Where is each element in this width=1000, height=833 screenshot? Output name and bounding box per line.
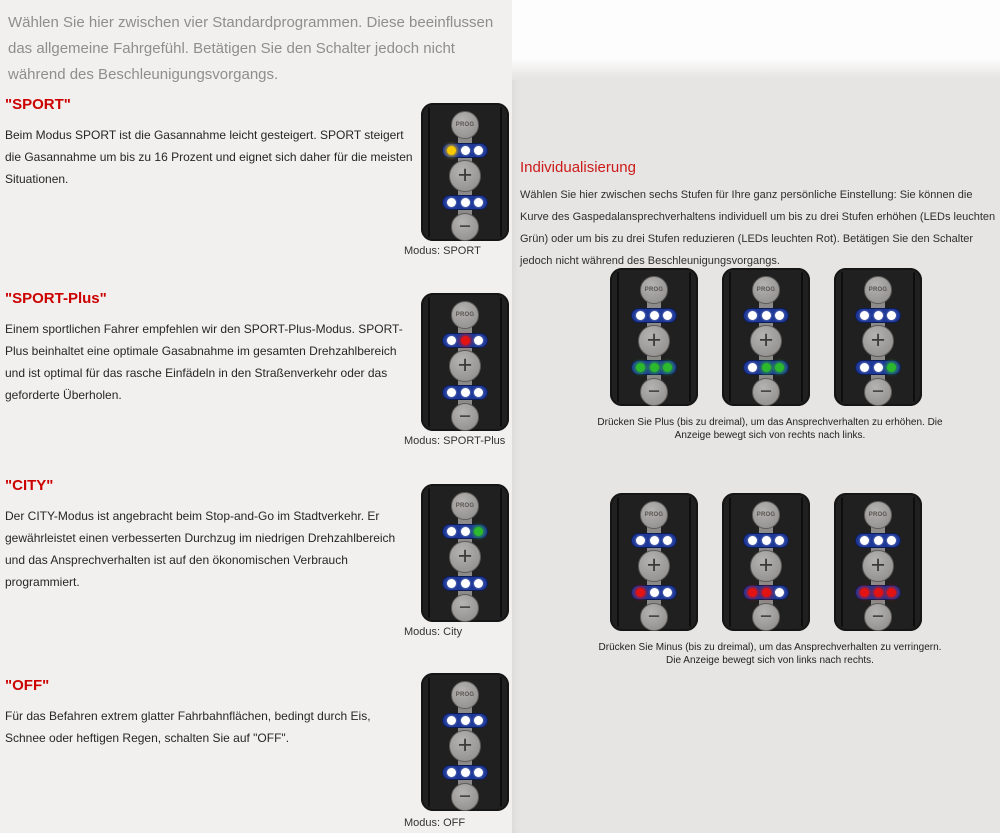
caption-plus-sequence: Drücken Sie Plus (bis zu dreimal), um das Ansprechverhalten zu erhöhen. Die Anzeige bewegt sich von rechts nach links. [597,417,943,441]
white-led [447,198,456,207]
heading-city: "CITY" [5,477,54,494]
green-led [474,527,483,536]
minus-button: − [864,603,892,631]
led-bar-bottom [631,585,677,600]
device-figure-city [421,484,509,622]
green-led [650,363,659,372]
white-led [775,588,784,597]
led-bar-top [855,533,901,548]
prog-button: PROG [752,501,780,529]
white-led [447,768,456,777]
white-led [636,311,645,320]
plus-button: + [750,325,782,357]
green-led [887,363,896,372]
minus-button: − [451,783,479,811]
led-bar-bottom [855,585,901,600]
green-led [762,363,771,372]
led-bar-bottom [442,385,488,400]
minus-press-sequence [610,493,922,631]
minus-button: − [640,603,668,631]
prog-button: PROG [451,111,479,139]
prog-button: PROG [451,492,479,520]
body-sport: Beim Modus SPORT ist die Gasannahme leicht gesteigert. SPORT steigert die Gasannahme um bis zu 16 Prozent und eignet sich daher für die meisten Situationen. [5,128,413,186]
pedalbox-device [421,103,509,241]
pedalbox-device [421,484,509,622]
white-led [461,146,470,155]
plus-button: + [638,550,670,582]
white-led [474,336,483,345]
white-led [461,768,470,777]
white-led [887,536,896,545]
white-led [461,388,470,397]
device-figure-sport [421,103,509,241]
white-led [663,588,672,597]
white-led [474,579,483,588]
white-led [762,536,771,545]
pedalbox-device [610,493,698,631]
led-bar-top [631,308,677,323]
intro-text: Wählen Sie hier zwischen vier Standardprogrammen. Diese beeinflussen das allgemeine Fahrgefühl. Betätigen Sie den Schalter jedoch nicht während des Beschleunigungsvorgangs. [8,14,494,83]
led-bar-top [631,533,677,548]
minus-button: − [451,594,479,622]
green-led [663,363,672,372]
led-bar-top [743,533,789,548]
plus-button: + [449,350,481,382]
minus-button: − [752,378,780,406]
led-bar-top [442,524,488,539]
white-led [461,716,470,725]
white-led [474,716,483,725]
white-led [762,311,771,320]
minus-button: − [752,603,780,631]
device-figure-plus-1 [834,268,922,406]
white-led [447,336,456,345]
prog-button: PROG [864,276,892,304]
caption-off: Modus: OFF [404,817,466,829]
device-figure-minus-3 [834,493,922,631]
device-figure-off [421,673,509,811]
led-bar-bottom [442,765,488,780]
prog-button: PROG [864,501,892,529]
minus-button: − [451,403,479,431]
white-led [874,311,883,320]
red-led [461,336,470,345]
white-led [887,311,896,320]
prog-button: PROG [451,301,479,329]
plus-button: + [750,550,782,582]
white-led [748,363,757,372]
heading-individualisierung: Individualisierung [520,159,636,176]
minus-button: − [864,378,892,406]
plus-button: + [638,325,670,357]
white-led [663,311,672,320]
body-sport-plus: Einem sportlichen Fahrer empfehlen wir den SPORT-Plus-Modus. SPORT-Plus beinhaltet eine optimale Gasabnahme im gesamten Drehzahlbereich und ist optimal für das rasche Einfädeln in den Straßenverkehr oder das geforderte Überholen. [5,322,403,402]
led-bar-top [743,308,789,323]
plus-button: + [449,541,481,573]
white-led [461,198,470,207]
body-city: Der CITY-Modus ist angebracht beim Stop-and-Go im Stadtverkehr. Er gewährleistet einen verbesserten Durchzug im niedrigen Drehzahlbereich und das Ansprechverhalten ist auf den ökonomischen Verbrauch programmiert. [5,509,396,589]
plus-button: + [862,325,894,357]
yellow-led [447,146,456,155]
green-led [636,363,645,372]
white-led [650,588,659,597]
white-led [461,527,470,536]
white-led [474,198,483,207]
pedalbox-device [834,493,922,631]
white-led [775,311,784,320]
prog-button: PROG [752,276,780,304]
led-bar-bottom [743,585,789,600]
white-led [474,388,483,397]
white-led [874,536,883,545]
device-figure-minus-2 [722,493,810,631]
red-led [887,588,896,597]
body-off: Für das Befahren extrem glatter Fahrbahnflächen, bedingt durch Eis, Schnee oder heftigen Regen, schalten Sie auf "OFF". [5,709,371,745]
pedalbox-device [834,268,922,406]
white-led [860,536,869,545]
top-white-strip [512,0,1000,80]
white-led [474,146,483,155]
led-bar-bottom [442,576,488,591]
device-figure-minus-1 [610,493,698,631]
device-figure-plus-3 [610,268,698,406]
pedalbox-device [722,268,810,406]
prog-button: PROG [640,501,668,529]
caption-minus-sequence: Drücken Sie Minus (bis zu dreimal), um das Ansprechverhalten zu verringern. Die Anzeige bewegt sich von links nach rechts. [598,642,942,666]
led-bar-top [442,713,488,728]
red-led [860,588,869,597]
led-bar-bottom [631,360,677,375]
plus-button: + [449,730,481,762]
body-individualisierung: Wählen Sie hier zwischen sechs Stufen für Ihre ganz persönliche Einstellung: Sie können die Kurve des Gaspedalansprechverhaltens individuell um bis zu drei Stufen erhöhen (LEDs leuchten Grün) oder um bis zu drei Stufen reduzieren (LEDs leuchten Rot). Betätigen Sie den Schalter jedoch nicht während des Beschleunigungsvorgangs. [520,189,996,267]
white-led [650,311,659,320]
led-bar-top [442,143,488,158]
led-bar-top [855,308,901,323]
prog-button: PROG [451,681,479,709]
white-led [650,536,659,545]
heading-sport-plus: "SPORT-Plus" [5,290,107,307]
plus-button: + [449,160,481,192]
pedalbox-device [610,268,698,406]
white-led [663,536,672,545]
white-led [748,536,757,545]
red-led [762,588,771,597]
white-led [474,768,483,777]
white-led [447,716,456,725]
led-bar-bottom [743,360,789,375]
device-figure-sport-plus [421,293,509,431]
white-led [860,363,869,372]
green-led [775,363,784,372]
white-led [775,536,784,545]
red-led [636,588,645,597]
pedalbox-device [722,493,810,631]
caption-sport-plus: Modus: SPORT-Plus [404,435,506,447]
plus-press-sequence [610,268,922,406]
prog-button: PROG [640,276,668,304]
led-bar-bottom [442,195,488,210]
minus-button: − [451,213,479,241]
white-led [447,579,456,588]
white-led [748,311,757,320]
white-led [636,536,645,545]
caption-city: Modus: City [404,626,463,638]
pedalbox-device [421,293,509,431]
device-figure-plus-2 [722,268,810,406]
white-led [860,311,869,320]
plus-button: + [862,550,894,582]
red-led [874,588,883,597]
red-led [748,588,757,597]
heading-off: "OFF" [5,677,50,694]
heading-sport: "SPORT" [5,96,71,113]
led-bar-top [442,333,488,348]
white-led [447,388,456,397]
white-led [447,527,456,536]
led-bar-bottom [855,360,901,375]
minus-button: − [640,378,668,406]
white-led [874,363,883,372]
caption-sport: Modus: SPORT [404,245,481,257]
pedalbox-device [421,673,509,811]
white-led [461,579,470,588]
